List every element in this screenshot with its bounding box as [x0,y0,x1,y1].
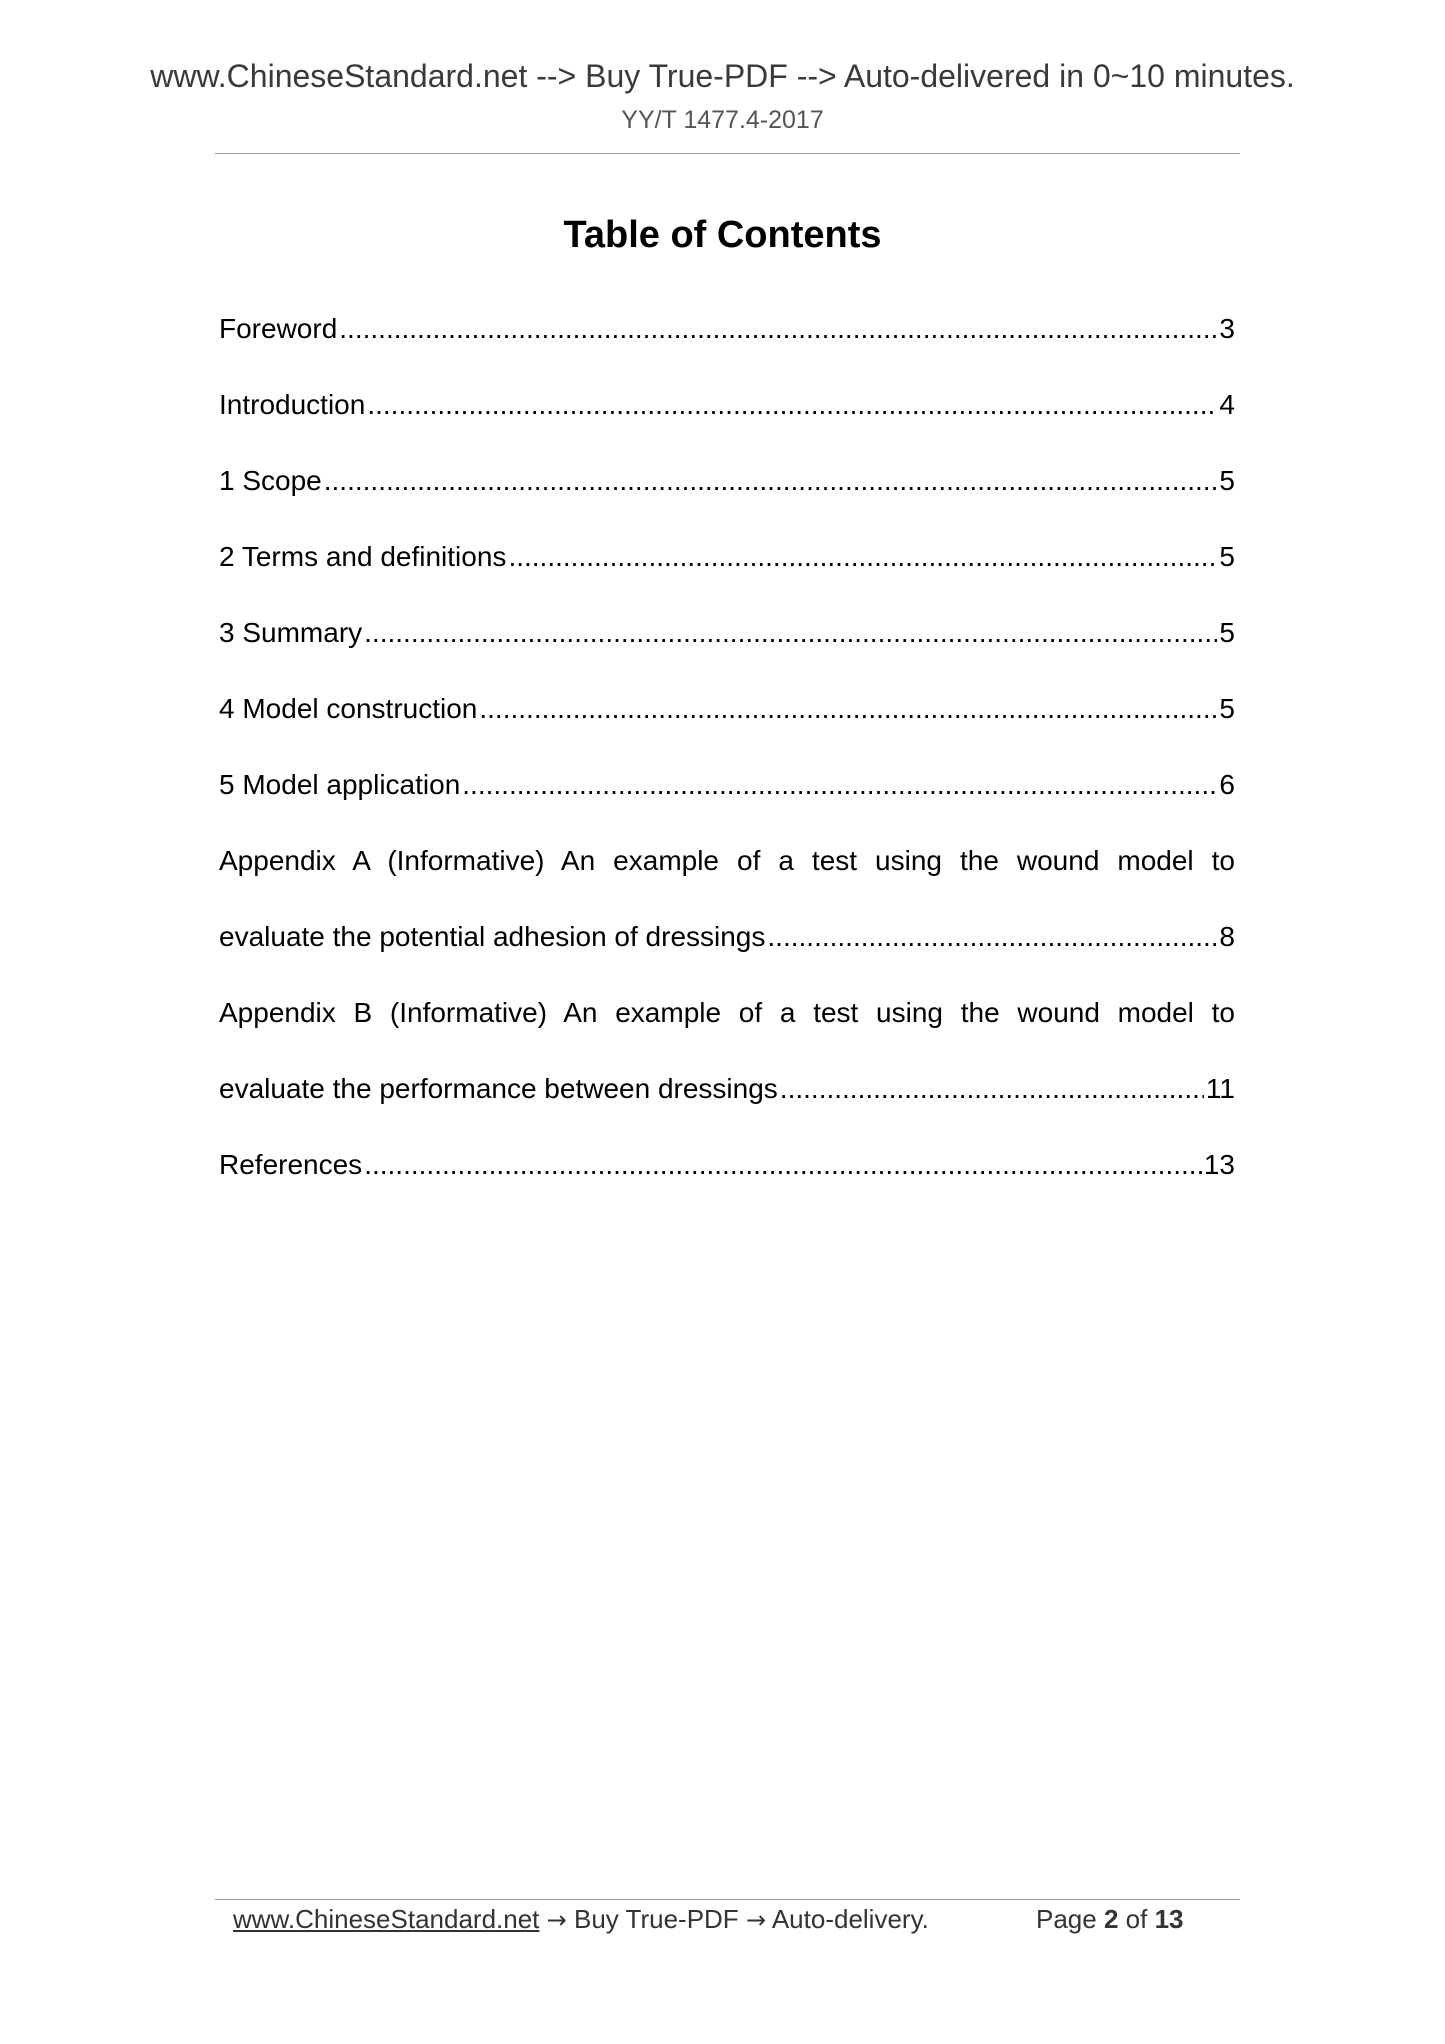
toc-leader-dots [479,690,1217,728]
of-word: of [1125,1904,1148,1934]
toc-entry-terms[interactable] [219,538,1235,614]
toc-leader-dots [508,538,1217,576]
toc-entry-label: evaluate the potential adhesion of dressings [219,921,766,952]
toc-entry-label: Introduction [219,389,366,420]
toc-leader-dots [364,1146,1202,1184]
footer-delivery-text: Auto-delivery. [771,1904,929,1934]
toc-entry-label: 1 Scope [219,465,322,496]
toc-entry-references[interactable] [219,1146,1235,1222]
toc-entry-summary[interactable] [219,614,1235,690]
toc-leader-dots [767,918,1217,956]
toc-leader-dots [367,386,1217,424]
toc-entry-introduction[interactable] [219,386,1235,462]
header-banner: www.ChineseStandard.net --> Buy True-PDF --> Auto-delivered in 0~10 minutes. [150,58,1295,94]
toc-entry-page: 6 [1219,769,1235,800]
toc-entry-page: 8 [1219,921,1235,952]
page-number [1036,1902,1184,1936]
toc-entry-label: 2 Terms and definitions [219,541,507,572]
toc-entry-page: 5 [1219,693,1235,724]
toc-leader-dots [364,614,1217,652]
right-arrow-icon: → [546,1906,567,1934]
page-word: Page [1036,1904,1097,1934]
toc-entry-foreword[interactable] [219,310,1235,386]
page-title: Table of Contents [563,214,882,256]
toc-entry-scope[interactable] [219,462,1235,538]
toc-entry-label: 5 Model application [219,769,461,800]
toc-entry-page: 4 [1219,389,1235,420]
toc-entry-page: 5 [1219,541,1235,572]
right-arrow-icon: → [745,1906,767,1934]
toc-entry-model-construction[interactable] [219,690,1235,766]
toc-leader-dots [324,462,1218,500]
toc-entry-appendix-a-line1[interactable]: Appendix A (Informative) An example of a test using the wound model to [219,845,1235,876]
standard-code: YY/T 1477.4-2017 [621,106,824,134]
table-of-contents [219,310,1235,1222]
toc-entry-label: 3 Summary [219,617,363,648]
toc-entry-appendix-a[interactable] [219,918,1235,994]
current-page: 2 [1103,1904,1119,1934]
toc-entry-page: 11 [1205,1073,1235,1104]
page-footer [233,1902,1233,1937]
footer-divider [215,1899,1240,1900]
toc-entry-model-application[interactable] [219,766,1235,842]
toc-entry-label: References [219,1149,363,1180]
toc-entry-page: 3 [1219,313,1235,344]
toc-entry-appendix-b-line1[interactable]: Appendix B (Informative) An example of a test using the wound model to [219,997,1235,1028]
header-divider [215,153,1240,154]
toc-leader-dots [462,766,1217,804]
footer-buy-text: Buy True-PDF [573,1904,739,1934]
toc-entry-label: 4 Model construction [219,693,478,724]
toc-leader-dots [339,310,1217,348]
footer-site-link[interactable]: www.ChineseStandard.net [233,1904,540,1934]
toc-entry-appendix-b[interactable] [219,1070,1235,1146]
total-pages: 13 [1154,1904,1184,1934]
toc-leader-dots [780,1070,1204,1108]
toc-entry-page: 13 [1203,1149,1235,1180]
toc-entry-label: Foreword [219,313,338,344]
toc-entry-page: 5 [1219,465,1235,496]
toc-entry-page: 5 [1219,617,1235,648]
toc-entry-label: evaluate the performance between dressings [219,1073,778,1104]
